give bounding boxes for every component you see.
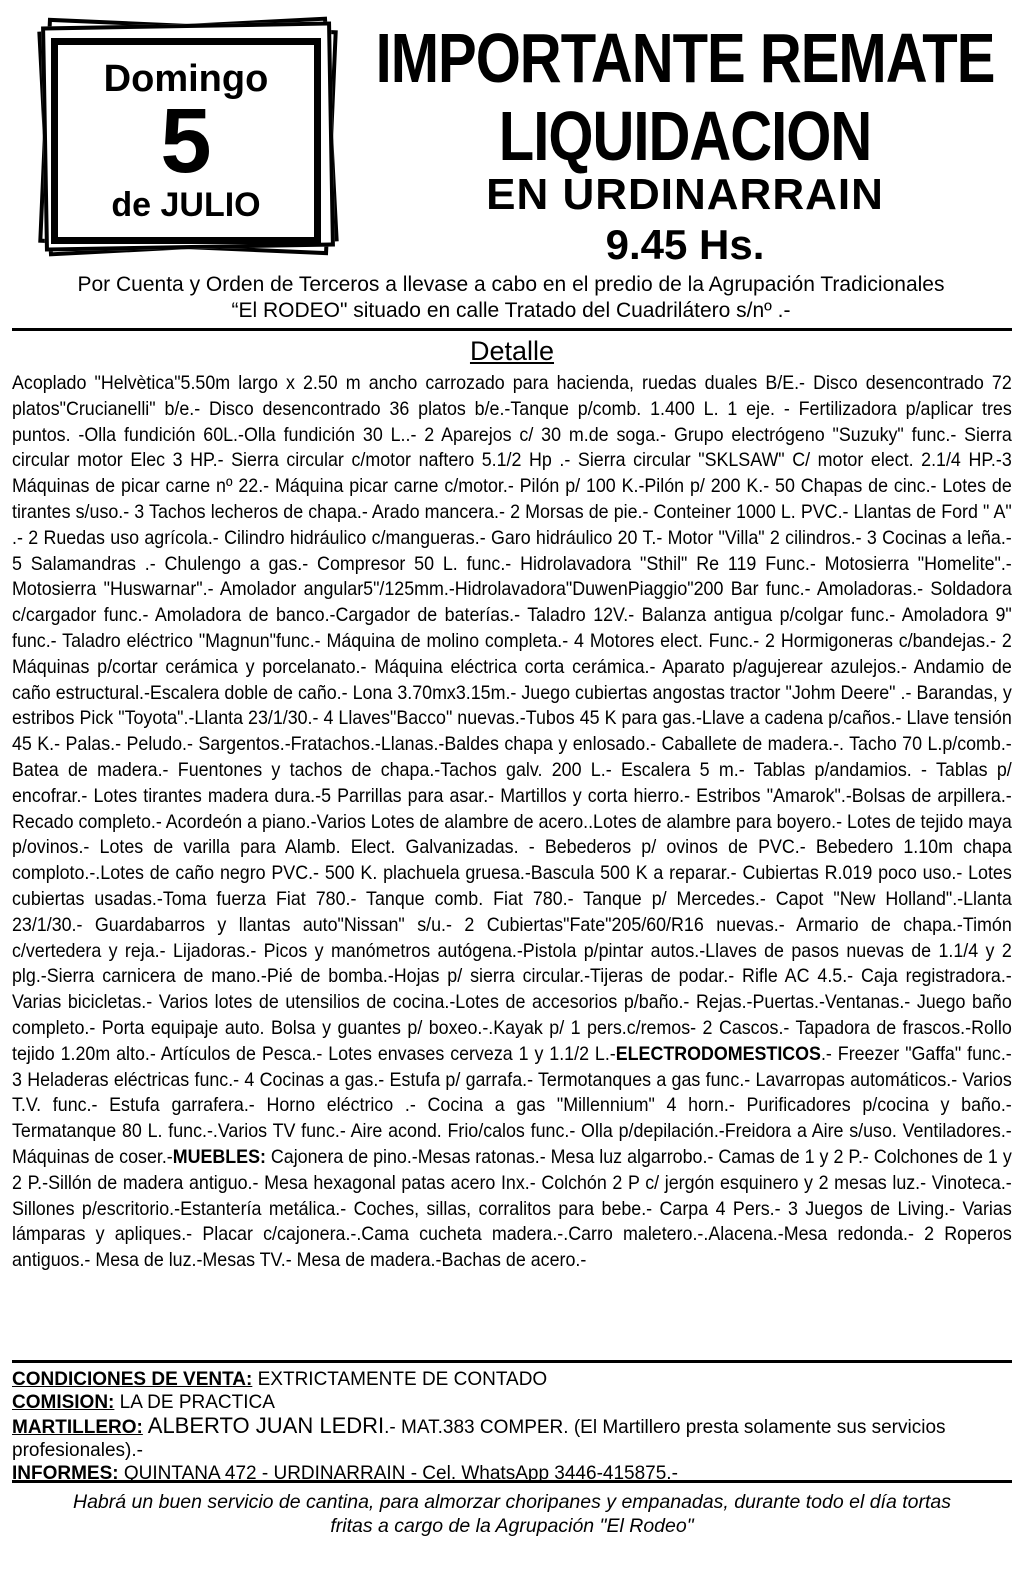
date-card [51,38,321,244]
date-day-label: Domingo [103,58,269,100]
comision-line [12,1391,1012,1414]
intro-line-2: “El RODEO" situado en calle Tratado del Cuadrilátero s/nº .- [231,299,791,322]
comision-label: COMISION: [12,1392,115,1413]
title-line-2: LIQUIDACION [498,97,872,176]
condiciones-venta-value: EXTRICTAMENTE DE CONTADO [252,1369,548,1390]
condiciones-venta-line [12,1368,1012,1391]
intro-line-1: Por Cuenta y Orden de Terceros a llevase a cabo en el predio de la Agrupación Tradicionales [77,273,945,296]
divider-top [12,328,1012,331]
date-badge [28,14,358,264]
title-location: EN URDINARRAIN [486,170,884,219]
muebles-label: MUEBLES: [172,1146,266,1168]
informes-label: INFORMES: [12,1463,119,1484]
date-day-number: 5 [160,90,212,192]
electrodomesticos-label: ELECTRODOMESTICOS [615,1043,821,1065]
detalle-heading: Detalle [469,336,555,366]
detalle-body [12,371,1012,1274]
divider-footer [12,1480,1012,1483]
conditions-block [12,1368,1012,1485]
date-month-label: de JULIO [111,186,261,224]
title-time: 9.45 Hs. [605,221,765,268]
detalle-text-part-3: Cajonera de pino.-Mesas ratonas.- Mesa luz algarrobo.- Camas de 1 y 2 P.- Colchones de 1 y 2 P.-Sillón de madera antiguo.- Mesa hexagonal patas acero Inx.- Colchón 2 P c/ jergón esquinero y 2 mesas luz.- Vinoteca.-Sillones p/escritorio.-Estantería metálica.- Coches, sillas, corralitos para bebe.- Carpa 4 Pers.- 3 Juegos de Living.- Varias lámparas y apliques.- Placar c/cajonera.-.Cama cucheta madera.-.Carro maletero.-.Alacena.-Mesa redonda.- 2 Roperos antiguos.- Mesa de luz.-Mesas TV.- Mesa de madera.-Bachas de acero.- [12,1146,1012,1272]
martillero-value: .- MAT.383 COMPER. (El Martillero presta solamente sus servicios profesionales).- [12,1417,946,1461]
comision-value: LA DE PRACTICA [114,1392,275,1413]
footer-line-2: fritas a cargo de la Agrupación "El Rodeo" [330,1515,694,1537]
martillero-name: ALBERTO JUAN LEDRI [142,1413,385,1438]
title-line-1: IMPORTANTE REMATE [375,19,995,98]
footer-line-1: Habrá un buen servicio de cantina, para almorzar choripanes y empanadas, durante todo el día tortas [72,1491,952,1513]
detalle-text-part-1: Acoplado "Helvètica"5.50m largo x 2.50 m ancho carrozado para hacienda, ruedas duales B/E.- Disco desencontrado 72 platos"Crucianelli" b/e.- Disco desencontrado 36 platos b/e.-Tanque p/comb. 1.400 L. 1 eje. - Fertilizadora p/aplicar tres puntos. -Olla fundición 60L.-Olla fundición 30 L..- 2 Aparejos c/ 30 m.de soga.- Grupo electrógeno "Suzuky" func.- Sierra circular motor Elec 3 HP.- Sierra circular c/motor naftero 5.1/2 Hp .- Sierra circular "SKLSAW" C/ motor elect. 2.1/4 HP.-3 Máquinas de picar carne nº 22.- Máquina picar carne c/motor.- Pilón p/ 100 K.-Pilón p/ 200 K.- 50 Chapas de cinc.- Lotes de tirantes s/uso.- 3 Tachos lecheros de chapa.- Arado mancera.- 2 Morsas de pie.- Conteiner 1000 L. PVC.- Llantas de Ford " A" .- 2 Ruedas uso agrícola.- Cilindro hidráulico c/mangueras.- Garo hidráulico 20 T.- Motor "Villa" 2 cilindros.- 3 Cocinas a leña.- 5 Salamandras .- Chulengo a gas.- Compresor 50 L. func.- Hidrolavadora "Sthil" Re 119 Func.- Motosierra "Homelite".-Motosierra "Huswarnar".- Amolador angular5"/125mm.-Hidrolavadora"DuwenPiaggio"200 Bar func.- Amoladoras.- Soldadora c/cargador func.- Amoladora de banco.-Cargador de baterías.- Taladro 12V.- Balanza antigua p/colgar func.- Amoladora 9" func.- Taladro eléctrico "Magnun"func.- Máquina de molino completa.- 4 Motores elect. Func.- 2 Hormigoneras c/bandejas.- 2 Máquinas p/cortar cerámica y porcelanato.- Máquina eléctrica corta cerámica.- Aparato p/agujerear azulejos.- Andamio de caño estructural.-Escalera doble de caño.- Lona 3.70mx3.15m.- Juego cubiertas angostas tractor "Johm Deere" .- Barandas, y estribos Pick "Toyota".-Llanta 23/1/30.- 4 Llaves"Bacco" nuevas.-Tubos 45 K para gas.-Llave a cadena p/caños.- Llave tensión 45 K.- Palas.- Peludo.- Sargentos.-Fratachos.-Llanas.-Baldes chapa y enlosado.- Caballete de madera.-. Tacho 70 L.p/comb.-Batea de madera.- Fuentones y tachos de chapa.-Tachos galv. 200 L.- Escalera 5 m.- Tablas p/andamios. - Tablas p/ encofrar.- Lotes tirantes madera dura.-5 Parrillas para asar.- Martillos y corta hierro.- Estribos "Amarok".-Bolsas de arpillera.- Recado completo.- Acordeón a piano.-Varios Lotes de alambre de acero..Lotes de alambre para boyero.- Lotes de tejido maya p/ovinos.- Lotes de varilla para Alamb. Elect. Galvanizadas. - Bebederos p/ ovinos de PVC.- Bebedero 1.10m chapa comploto.-.Lotes de caño negro PVC.- 500 K. plachuela gruesa.-Bascula 500 K a reparar.- Cubiertas R.019 poco uso.- Lotes cubiertas usadas.-Toma fuerza Fiat 780.- Tanque comb. Fiat 780.- Tanque p/ Mercedes.- Capot "New Holland".-Llanta 23/1/30.- Guardabarros y llantas auto"Nissan" s/u.- 2 Cubiertas"Fate"205/60/R16 nuevas.- Armario de chapa.-Timón c/vertedera y reja.- Lijadoras.- Picos y manómetros autógena.-Pistola p/pintar autos.-Llaves de pasos nuevas de 1.1/4 y 2 plg.-Sierra carnicera de mano.-Pié de bomba.-Hojas p/ sierra circular.-Tijeras de podar.- Rifle AC 4.5.- Caja registradora.- Varias bicicletas.- Varios lotes de utensilios de cocina.-Lotes de accesorios p/baño.- Rejas.-Puertas.-Ventanas.- Juego baño completo.- Porta equipaje auto. Bolsa y guantes p/ boxeo.-.Kayak p/ 1 pers.c/remos- 2 Cascos.- Tapadora de frascos.-Rollo tejido 1.20m alto.- Artículos de Pesca.- Lotes envases cerveza 1 y 1.1/2 L.- [12,373,1012,1065]
martillero-line [12,1414,1012,1462]
martillero-label: MARTILLERO: [12,1417,143,1438]
detalle-text-part-2: .- Freezer "Gaffa" func.- 3 Heladeras eléctricas func.- 4 Cocinas a gas.- Estufa p/ garrafa.- Termotanques a gas func.- Lavarropas automáticos.- Varios T.V. func.- Estufa garrafera.- Horno eléctrico .- Cocina a gas "Millennium" 4 horn.- Purificadores p/cocina y baño.- Termatanque 80 L. func.-.Varios TV func.- Aire acond. Frio/calos func.- Olla p/depilación.-Freidora a Aire s/uso. Ventiladores.- Máquinas de coser.- [12,1043,1012,1168]
informes-value: QUINTANA 472 - URDINARRAIN - Cel. WhatsApp 3446-415875.- [118,1463,678,1484]
condiciones-venta-label: CONDICIONES DE VENTA: [12,1369,253,1390]
divider-conditions [12,1360,1012,1363]
footer-note [12,1490,1012,1538]
intro-text [8,272,1014,324]
